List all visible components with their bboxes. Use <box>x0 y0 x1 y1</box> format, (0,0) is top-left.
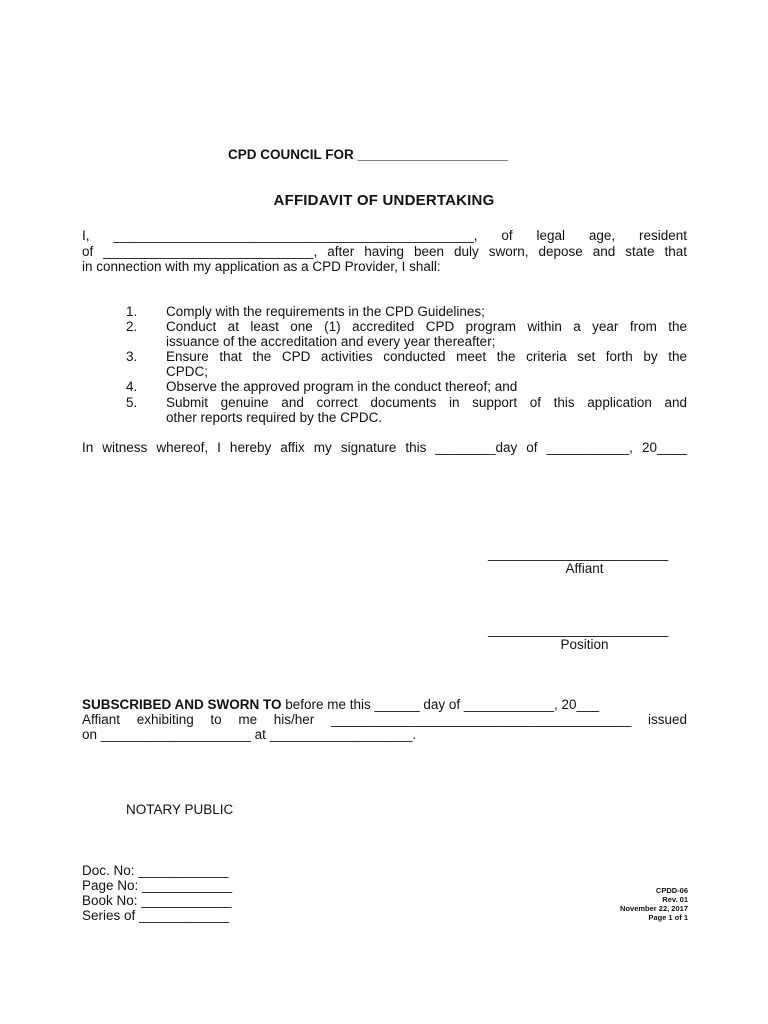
revision-date: November 22, 2017 <box>620 904 688 913</box>
council-line: CPD COUNCIL FOR ____________________ <box>228 147 508 162</box>
intro-line-2: of ____________________________, after having been duly sworn, depose and state that <box>82 244 687 259</box>
page-count: Page 1 of 1 <box>648 913 688 922</box>
series-of: Series of ____________ <box>82 908 230 923</box>
document-title: AFFIDAVIT OF UNDERTAKING <box>273 192 495 209</box>
affiant-signature-line: ________________________ <box>488 546 669 561</box>
jurat-bold: SUBSCRIBED AND SWORN TO <box>82 697 282 712</box>
list-item-text: Conduct at least one (1) accredited CPD program within a year from the <box>166 319 687 334</box>
doc-no: Doc. No: ____________ <box>82 863 229 878</box>
jurat-line-1 <box>82 697 599 712</box>
position-label: Position <box>560 637 609 652</box>
list-number: 2. <box>126 319 138 334</box>
intro-line-1: I, ________________________________________________, of legal age, resident <box>82 228 687 243</box>
jurat-line-1-rest: before me this ______ day of ____________, 20___ <box>281 697 600 712</box>
page-no: Page No: ____________ <box>82 878 233 893</box>
jurat-line-2: Affiant exhibiting to me his/her ________________________________________ issued <box>82 712 687 727</box>
list-item-text: Observe the approved program in the conduct thereof; and <box>166 379 518 394</box>
revision-number: Rev. 01 <box>662 895 688 904</box>
jurat-line-3: on ____________________ at ___________________. <box>82 727 417 742</box>
intro-line-3: in connection with my application as a CPD Provider, I shall: <box>82 259 441 274</box>
list-number: 3. <box>126 349 138 364</box>
list-item-text: Ensure that the CPD activities conducted meet the criteria set forth by the <box>166 349 687 364</box>
position-signature-line: ________________________ <box>488 622 669 637</box>
list-number: 4. <box>126 379 138 394</box>
affiant-label: Affiant <box>565 561 604 576</box>
list-item-text: CPDC; <box>166 364 209 379</box>
list-number: 1. <box>126 304 138 319</box>
list-item-text: issuance of the accreditation and every year thereafter; <box>166 334 496 349</box>
list-item-text: other reports required by the CPDC. <box>166 410 383 425</box>
book-no: Book No: ____________ <box>82 893 232 908</box>
list-item-text: Comply with the requirements in the CPD Guidelines; <box>166 304 485 319</box>
witness-line: In witness whereof, I hereby affix my signature this ________day of ___________, 20____ <box>82 440 687 455</box>
list-item-text: Submit genuine and correct documents in support of this application and <box>166 395 687 410</box>
notary-public-label: NOTARY PUBLIC <box>126 802 234 817</box>
list-number: 5. <box>126 395 138 410</box>
revision-code: CPDD-06 <box>655 886 688 895</box>
